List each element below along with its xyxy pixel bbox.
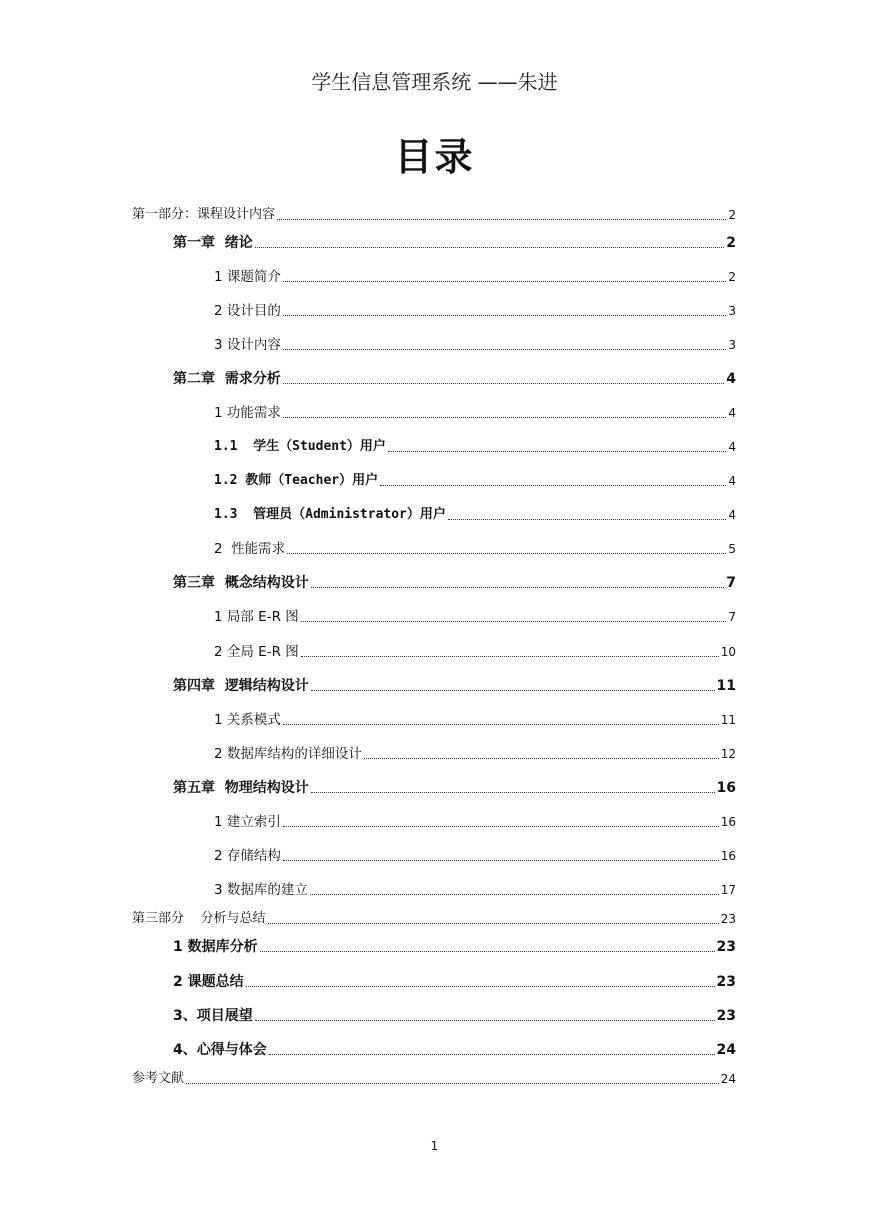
dot-leader	[277, 219, 726, 220]
dot-leader	[301, 621, 727, 622]
toc-entry-page: 24	[720, 1072, 736, 1086]
toc-entry-label: 3、项目展望	[173, 1008, 253, 1024]
toc-entry-page: 3	[728, 338, 736, 352]
toc-entry-page: 12	[720, 747, 736, 761]
toc-entry-label: 3 数据库的建立	[214, 882, 308, 898]
toc-entry-page: 23	[716, 974, 736, 990]
dot-leader	[310, 894, 719, 895]
dot-leader	[301, 656, 719, 657]
toc-entry-label: 参考文献	[132, 1071, 185, 1086]
toc-entry-page: 24	[716, 1042, 736, 1058]
toc-entry-chapter-1[interactable]	[173, 232, 736, 254]
toc-entry-part-3-1[interactable]	[173, 936, 736, 958]
dot-leader	[283, 860, 719, 861]
toc-entry-page: 4	[728, 474, 736, 488]
toc-title: 目录	[394, 135, 475, 179]
toc-entry-page: 23	[720, 912, 736, 926]
toc-entry-2-1[interactable]	[214, 402, 736, 424]
dot-leader	[283, 383, 725, 384]
toc-entry-label: 1 数据库分析	[173, 939, 258, 955]
toc-entry-3-1[interactable]	[214, 606, 736, 628]
toc-entry-label: 第五章 物理结构设计	[173, 780, 309, 796]
dot-leader	[283, 826, 719, 827]
toc-entry-page: 11	[716, 678, 736, 694]
dot-leader	[388, 451, 726, 452]
page-number: 1	[430, 1139, 439, 1153]
toc-entry-chapter-5[interactable]	[173, 777, 736, 799]
dot-leader	[283, 281, 726, 282]
dot-leader	[283, 417, 726, 418]
toc-entry-label: 2 存储结构	[214, 848, 281, 864]
dot-leader	[186, 1083, 719, 1084]
toc-entry-part-3-3[interactable]	[173, 1005, 736, 1027]
toc-entry-label: 3 设计内容	[214, 337, 281, 353]
page-header: 学生信息管理系统 ——朱进	[311, 70, 558, 94]
toc-entry-page: 4	[728, 440, 736, 454]
toc-entry-part-3-4[interactable]	[173, 1039, 736, 1061]
toc-entry-page: 4	[726, 371, 736, 387]
toc-entry-page: 16	[720, 815, 736, 829]
dot-leader	[311, 587, 725, 588]
dot-leader	[448, 519, 726, 520]
toc-entry-label: 2 设计目的	[214, 303, 281, 319]
toc-entry-page: 11	[720, 713, 736, 727]
toc-entry-page: 5	[728, 542, 736, 556]
toc-entry-page: 23	[716, 1008, 736, 1024]
toc-entry-label: 第一部分：课程设计内容	[132, 207, 276, 222]
toc-entry-part-3-2[interactable]	[173, 971, 736, 993]
toc-entry-label: 2 全局 E-R 图	[214, 644, 299, 660]
dot-leader	[287, 553, 726, 554]
toc-entry-part-3[interactable]	[132, 908, 736, 930]
toc-entry-label: 1 建立索引	[214, 814, 281, 830]
toc-entry-4-2[interactable]	[214, 743, 736, 765]
toc-entry-chapter-4[interactable]	[173, 675, 736, 697]
toc-entry-chapter-2[interactable]	[173, 368, 736, 390]
toc-entry-label: 4、心得与体会	[173, 1042, 267, 1058]
toc-entry-1-1[interactable]	[214, 266, 736, 288]
toc-entry-page: 3	[728, 304, 736, 318]
dot-leader	[260, 951, 715, 952]
dot-leader	[380, 485, 726, 486]
toc-entry-page: 7	[728, 610, 736, 624]
toc-entry-5-2[interactable]	[214, 845, 736, 867]
dot-leader	[311, 690, 715, 691]
toc-entry-label: 1 功能需求	[214, 405, 281, 421]
toc-entry-2-1-3[interactable]	[214, 504, 736, 526]
dot-leader	[255, 247, 725, 248]
toc-entry-label: 第一章 绪论	[173, 235, 253, 251]
toc-entry-3-2[interactable]	[214, 641, 736, 663]
dot-leader	[268, 923, 719, 924]
toc-entry-label: 第三部分 分析与总结	[132, 911, 266, 926]
toc-entry-label: 1 关系模式	[214, 712, 281, 728]
toc-entry-page: 7	[726, 575, 736, 591]
toc-entry-page: 16	[720, 849, 736, 863]
dot-leader	[255, 1020, 715, 1021]
toc-entry-2-1-2[interactable]	[214, 470, 736, 492]
dot-leader	[283, 349, 726, 350]
toc-entry-label: 1.2 教师（Teacher）用户	[214, 473, 379, 488]
toc-entry-label: 1.1 学生（Student）用户	[214, 439, 386, 454]
toc-entry-label: 2 数据库结构的详细设计	[214, 746, 362, 762]
toc-entry-label: 2 课题总结	[173, 974, 244, 990]
toc-entry-references[interactable]	[132, 1068, 736, 1090]
toc-entry-page: 4	[728, 406, 736, 420]
dot-leader	[311, 792, 715, 793]
dot-leader	[283, 315, 726, 316]
toc-entry-label: 1 课题简介	[214, 269, 281, 285]
toc-entry-chapter-3[interactable]	[173, 572, 736, 594]
toc-entry-1-3[interactable]	[214, 334, 736, 356]
toc-entry-page: 2	[728, 270, 736, 284]
toc-entry-5-3[interactable]	[214, 879, 736, 901]
toc-entry-page: 2	[728, 208, 736, 222]
toc-entry-1-2[interactable]	[214, 300, 736, 322]
toc-entry-page: 17	[720, 883, 736, 897]
toc-entry-5-1[interactable]	[214, 811, 736, 833]
dot-leader	[283, 724, 719, 725]
toc-entry-page: 23	[716, 939, 736, 955]
toc-entry-4-1[interactable]	[214, 709, 736, 731]
toc-entry-label: 第三章 概念结构设计	[173, 575, 309, 591]
toc-entry-label: 1 局部 E-R 图	[214, 609, 299, 625]
dot-leader	[364, 758, 719, 759]
dot-leader	[246, 986, 715, 987]
toc-entry-label: 第四章 逻辑结构设计	[173, 678, 309, 694]
toc-entry-label: 2 性能需求	[214, 541, 286, 557]
toc-entry-page: 4	[728, 508, 736, 522]
dot-leader	[269, 1054, 715, 1055]
toc-entry-2-2[interactable]	[214, 538, 736, 560]
toc-entry-page: 2	[726, 235, 736, 251]
toc-entry-part-1[interactable]	[132, 204, 736, 226]
toc-entry-2-1-1[interactable]	[214, 436, 736, 458]
toc-entry-label: 第二章 需求分析	[173, 371, 281, 387]
toc-entry-page: 16	[716, 780, 736, 796]
toc-entry-page: 10	[720, 645, 736, 659]
toc-entry-label: 1.3 管理员（Administrator）用户	[214, 507, 446, 522]
